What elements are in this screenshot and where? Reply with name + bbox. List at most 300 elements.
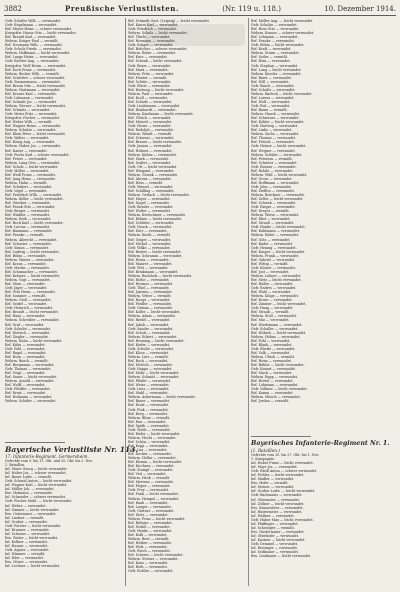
list-entry: Wehrm. Winter — verwundet. xyxy=(5,257,55,262)
list-entry: Ref. Bergmann — verwundet. xyxy=(5,362,55,367)
list-entry: Gefr. Hartwig — verwundet. xyxy=(251,124,299,129)
list-entry: Ref. Schmitt Jos. — verwundet. xyxy=(5,99,58,104)
list-entry: Ref. Bauer — verwundet. xyxy=(128,399,170,404)
list-entry: Gefr. Schulte — verwundet. xyxy=(5,326,52,331)
list-entry: Ref. Stahl — verwundet. xyxy=(128,391,169,396)
list-entry: Gefr. Reich — verwundet. xyxy=(128,549,171,554)
list-entry: Wehrm. Lang Otto — verwundet. xyxy=(5,160,61,165)
list-entry: Wehrm. Eckert — verwundet. xyxy=(128,334,178,339)
list-entry: Wehrm. Krüger Paul — vermißt. xyxy=(5,39,59,44)
list-entry: Gefr. Stumpf — verwundet. xyxy=(128,468,174,473)
list-entry: Wehrm. Paul — verwundet. xyxy=(128,91,174,96)
list-entry: Wehrm. Kessler — verwundet. xyxy=(251,71,302,76)
list-entry: 1. Kompagnie. xyxy=(251,457,276,462)
list-entry: Ref. Koch Franz — verwundet. xyxy=(5,67,56,72)
list-entry: Ref. Kühn — verwundet. xyxy=(5,342,46,347)
list-entry: Wehrm. Hahn — vermißt. xyxy=(5,180,48,185)
issue-number: (Nr. 119 u. 118.) xyxy=(222,5,281,13)
list-entry: Wehrm. Schmitt — verwundet. xyxy=(128,375,180,380)
list-entry: Ref. Lohmann — verwundet. xyxy=(251,383,299,388)
list-entry: Wehrm. Wiese — verwundet. xyxy=(251,213,300,218)
list-entry: Ref. Schilling — verwundet. xyxy=(128,188,175,193)
list-entry: Wehrm. Schulze — verwundet. xyxy=(5,128,57,133)
list-entry: Ref. Funk — leicht verwundet. xyxy=(128,492,179,497)
list-entry: Gefr. Wenzel — verwundet. xyxy=(128,184,174,189)
list-entry: Ref. Schütz — verwundet. xyxy=(128,79,172,84)
list-entry: Ref. Dreyer — vermißt. xyxy=(251,209,290,214)
list-entry: Ref. Günther — verwundet. xyxy=(5,201,51,206)
list-entry: Gefr. Vogel — verwundet. xyxy=(5,188,48,193)
list-entry: Ref. Mack — verwundet. xyxy=(251,371,293,376)
list-entry: Ref. Volk — verwundet. xyxy=(251,350,291,355)
list-entry: Wehrm. Stoll — verwundet. xyxy=(251,314,297,319)
section-divider xyxy=(251,436,311,437)
list-entry: Wehrm. Adam — verwundet. xyxy=(128,314,176,319)
list-entry: Ref. Ahrens — verwundet. xyxy=(128,176,172,181)
list-entry: Ref. Rau — verwundet. xyxy=(128,419,167,424)
list-entry: Ref. Metz — leicht verwundet. xyxy=(251,278,302,282)
list-entry: Ref. Ziegler — verwundet. xyxy=(5,334,49,339)
list-entry: Ref. Weiß Franz — verwundet. xyxy=(5,172,56,177)
list-entry: Gefr. Bachmaier — verwundet. xyxy=(251,493,303,498)
list-entry: Ref. Hartung — leicht verwundet. xyxy=(128,87,185,92)
list-entry: Kriegsfrw. Wolf Herm. — verwundet. xyxy=(5,63,67,68)
list-entry: Inf. Lindner — vermißt. xyxy=(5,515,45,520)
list-entry: Gefr. Thomas — verwundet. xyxy=(5,367,52,372)
list-entry: Wehrm. Vogt — verwundet. xyxy=(5,278,51,282)
list-entry: Ref. Hinz — verwundet. xyxy=(251,59,291,64)
list-entry: Ref. Reinhardt — verwundet. xyxy=(128,108,177,113)
list-entry: Gefr. Ott — leicht verwundet. xyxy=(128,164,178,169)
list-entry: Ref. Böttcher — schwer verwundet. xyxy=(128,47,188,52)
list-entry: Ref. Weise — verwundet. xyxy=(128,383,170,388)
list-entry: Ref. Wiedemann — verwundet. xyxy=(251,322,303,327)
list-entry: Ref. Brandt — leicht verwundet. xyxy=(5,310,59,315)
list-entry: Ref. Franke — verwundet. xyxy=(251,39,295,44)
list-entry: Wehrm. Kuhn — leicht verwundet. xyxy=(5,338,63,343)
list-entry: Gefr. Bender — verwundet. xyxy=(128,205,174,210)
list-entry: Ref. Schmitz — verwundet. xyxy=(5,108,51,113)
list-entry: Ref. Schubert — verwundet. xyxy=(5,184,53,189)
list-entry: Gefr. Schaller — verwundet. xyxy=(251,326,299,331)
list-entry: Gefr. Frey — verwundet. xyxy=(128,488,170,493)
list-entry: Ref. Friedrich Wilh. — verwundet. xyxy=(5,193,63,198)
list-entry: Inf. Reisinger — verwundet. xyxy=(251,546,298,551)
list-entry: Gefr. Haag — verwundet. xyxy=(251,306,294,311)
regiment-section xyxy=(251,434,394,558)
list-entry: Gefr. Hennig — verwundet. xyxy=(251,245,297,250)
list-entry: Ref. Lorenz — verwundet. xyxy=(251,95,295,100)
list-entry: Ref. Voigt — verwundet. xyxy=(5,371,46,376)
list-entry: Wehrm. Busch — vermißt. xyxy=(5,358,49,363)
publication-title: Preußische Verlustlisten. xyxy=(65,4,180,13)
list-entry: Wehrm. Sturm — verwundet. xyxy=(251,51,300,56)
list-entry: Gefr. Noack — verwundet. xyxy=(128,225,173,230)
list-entry: Wehrm. Hempel — verwundet. xyxy=(128,496,180,501)
list-entry: Inf. Wagner Karl — leicht verwundet. xyxy=(5,483,68,488)
list-entry: Ref. Horn — verwundet. xyxy=(5,354,46,359)
list-entry: Ref. Schlüter — verwundet. xyxy=(128,221,175,226)
list-entry: Res. Hofmann — verwundet. xyxy=(5,491,53,496)
list-entry: Ref. Schenk — leicht verwundet. xyxy=(128,59,183,64)
column-rule xyxy=(125,18,126,586)
list-entry: Ref. König Aug. — verwundet. xyxy=(5,140,56,145)
list-entry: Gefr. Jäger — verwundet. xyxy=(5,286,48,291)
list-entry: Ref. Nickel — verwundet. xyxy=(128,524,171,529)
list-entry: Ref. Marx — verwundet. xyxy=(128,67,169,72)
list-entry: Ref. Schade — verwundet. xyxy=(128,99,173,104)
list-entry: Gefr. Witt — verwundet. xyxy=(128,265,169,270)
list-entry: Gefr. Forster — leicht verwundet. xyxy=(5,523,62,528)
list-entry: Ref. Hertel — verwundet. xyxy=(251,379,294,384)
list-entry: Inf. Pichler — leicht verwundet. xyxy=(251,473,305,478)
list-entry: Ref. Mertens — verwundet. xyxy=(128,480,174,485)
list-entry: Ref. Lehmann — verwundet. xyxy=(251,35,299,40)
list-entry: Inf. Mayr Jos. — verwundet. xyxy=(251,465,298,470)
list-entry: Gefr. Heinze — leicht verwundet. xyxy=(251,144,307,149)
list-entry: Gefr. Lindemann — verwundet. xyxy=(128,103,181,108)
list-entry: Gefr. Busch — verwundet. xyxy=(251,83,295,88)
list-entry: Ref. Schott — verwundet. xyxy=(128,330,171,335)
list-entry: Inf. Kastner — leicht verwundet. xyxy=(251,537,306,542)
list-entry: Ref. Wagner Heinr. — verwundet. xyxy=(5,124,62,129)
list-entry: Wehrm. Steiner — verwundet. xyxy=(128,557,179,562)
list-entry: Gefr. Schulze — verwundet. xyxy=(251,23,298,28)
list-entry: Ref. Reuter — leicht verwundet. xyxy=(128,249,182,254)
list-entry: Ref. Schreiner — verwundet. xyxy=(251,116,300,121)
list-entry: Gefr. Möller — verwundet. xyxy=(5,168,50,173)
list-entry: Ref. Krämer — leicht verwundet. xyxy=(5,273,60,278)
list-entry: Ref. Ludwig — leicht verwundet. xyxy=(5,249,60,254)
list-entry: Wehrm. Schüler — verwundet. xyxy=(251,152,303,157)
list-entry: Wehrm. Schreiber — verwundet. xyxy=(5,318,60,323)
list-entry: Ref. Berg — verwundet. xyxy=(128,411,168,416)
list-entry: Gefr. Schäfer Wilh. — verwundet. xyxy=(5,19,61,23)
list-entry: Inf. Müller Joh. — verwundet. xyxy=(5,487,55,492)
list-entry: Wehrm. Sachs — verwundet. xyxy=(251,132,300,137)
list-entry: Wehrm. Kurth — vermißt. xyxy=(128,233,172,238)
list-entry: Wehrm. Becker Wilh. — vermißt. xyxy=(5,71,60,76)
list-entry: Inf. Sedlmaier — verwundet. xyxy=(251,550,299,555)
list-entry: Ref. Mayer — verwundet. xyxy=(128,197,171,202)
list-entry: Gefr. Schulte — verwundet. xyxy=(128,346,175,351)
list-entry: Ref. Langer — verwundet. xyxy=(128,504,172,509)
list-entry: Wehrm. Schramm — verwundet. xyxy=(128,253,183,258)
list-entry: Ref. Dittrich — verwundet. xyxy=(128,362,173,367)
list-entry: Ref. Kasper — leicht verwundet. xyxy=(251,249,306,254)
section-divider xyxy=(5,442,65,443)
list-entry: Inf. Brunner — verwundet. xyxy=(5,527,50,532)
list-entry: Wehrm. Werner — leicht verwundet. xyxy=(5,103,66,108)
list-entry: Ref. Hermes — verwundet. xyxy=(128,282,174,287)
list-entry: Gefr. Hoppe — verwundet. xyxy=(128,367,173,372)
list-entry: Ref. Kraus — verwundet. xyxy=(5,261,47,266)
list-entry: Res. Kronawitter — verwundet. xyxy=(251,505,304,510)
list-entry: Ref. Hermann — verwundet. xyxy=(128,39,176,44)
list-entry: Wehrm. Fritz — verwundet. xyxy=(128,71,175,76)
list-entry: Gefr. Körner — verwundet. xyxy=(251,265,296,270)
list-entry: Gefr. Grimm — verwundet. xyxy=(128,306,173,311)
list-entry: Ref. Pfeifer — verwundet. xyxy=(128,379,172,384)
list-entry: Ref. Hüther — verwundet. xyxy=(128,541,172,546)
list-entry: Ref. Kroll — verwundet. xyxy=(128,95,169,100)
list-entry: Ref. Hoffmann — verwundet. xyxy=(251,180,300,185)
list-entry: Wehrm. Albrecht — verwundet. xyxy=(5,237,58,242)
list-entry: Wehrm. Blum — vermißt. xyxy=(128,415,171,420)
list-entry: Ref. Pieper — verwundet. xyxy=(128,484,171,489)
list-entry: Gefr. Lehmann — verwundet. xyxy=(5,95,55,100)
list-entry: Wehrm. Hartmann — verwundet. xyxy=(5,87,61,92)
list-entry: Inf. Lechner — leicht verwundet. xyxy=(5,564,61,569)
list-entry: Gefr. Huber Max — leicht verwundet. xyxy=(251,517,314,522)
list-entry: Gefr. Fischer Math. — leicht verwundet. xyxy=(5,499,73,504)
list-entry: Ref. Veit — verwundet. xyxy=(128,472,167,477)
list-entry: Ref. Schröder — schwer verwundet. xyxy=(5,75,66,80)
list-entry: Ref. Bock — verwundet. xyxy=(128,358,169,363)
list-entry: Ref. Fritsch — verwundet. xyxy=(251,140,295,145)
list-entry: Ref. Lange Heinr. — verwundet. xyxy=(5,55,59,60)
list-entry: Ref. Pohl — verwundet. xyxy=(251,338,291,343)
list-entry: Ref. Kopp — verwundet. xyxy=(128,443,169,448)
list-entry: Inf. Kellner — verwundet. xyxy=(5,539,48,544)
list-entry: Wehrm. Brückner — verwundet. xyxy=(251,193,305,198)
list-entry: Wehrm. Beer — vermißt. xyxy=(128,537,170,541)
list-entry: Gefr. Friedrich — verwundet. xyxy=(128,27,177,32)
list-entry: Ref. Mohr — leicht verwundet. xyxy=(128,371,180,376)
list-entry: Gefr. Wirth — verwundet. xyxy=(128,427,171,432)
list-entry: Wehrm. Hecht — verwundet. xyxy=(128,435,177,440)
list-entry: Gefr. Schulz Friedr. — verwundet. xyxy=(5,47,62,52)
list-entry: Gefr. Hesse — verwundet. xyxy=(128,124,172,129)
list-entry: Ref. Dietz — verwundet. xyxy=(128,512,169,517)
list-entry: Gefr. Meier Fritz — verwundet. xyxy=(5,112,58,117)
list-entry: Ref. Stark — verwundet. xyxy=(128,156,170,161)
list-entry: Wehrm. Arnold — verwundet. xyxy=(5,379,55,384)
list-entry: Ref. Engel — verwundet. xyxy=(5,350,47,355)
list-entry: Kriegsfrw. Fischer — verwundet. xyxy=(5,116,60,121)
list-entry: Ref. Zimmer — leicht verwundet. xyxy=(251,302,307,307)
list-entry: Inf. Maier Georg — leicht verwundet. xyxy=(5,467,68,472)
list-entry: Ref. Zeller — leicht verwundet. xyxy=(251,197,304,202)
list-entry: Ref. Thomas — verwundet. xyxy=(251,136,297,141)
list-entry: Gefr. Pfeiffer — verwundet. xyxy=(5,387,51,392)
list-entry: Ref. Neumann Wilh. — verwundet. xyxy=(5,43,63,48)
list-entry: Ref. Baier — verwundet. xyxy=(251,75,292,80)
list-entry: Ref. Schumacher — verwundet. xyxy=(5,269,58,274)
column-rule xyxy=(248,18,249,586)
list-entry: Ref. Hein Otto — verwundet. xyxy=(251,27,300,32)
list-entry: Wehrm. Nowak — verwundet. xyxy=(128,172,178,177)
list-entry: Wehrm. Heck — vermißt. xyxy=(128,476,171,481)
list-entry: Wehrm. Heller — verwundet. xyxy=(128,456,177,461)
list-entry: Wehrm. Lutz — vermißt. xyxy=(128,354,169,359)
list-entry: Ref. Blank — verwundet. xyxy=(251,342,293,347)
list-entry: Ref. Seiler — vermißt. xyxy=(251,55,289,60)
list-entry: Gefr. Endres — verwundet. xyxy=(251,286,297,291)
issue-date: 10. Dezember 1914. xyxy=(324,5,396,13)
list-entry: Ref. Kuhlmann — verwundet. xyxy=(251,229,300,234)
list-entry: Res. Lindmaier — leicht verwundet. xyxy=(251,554,312,559)
list-entry: Res. Ostermaier — verwundet. xyxy=(5,511,57,516)
list-entry: Ref. Sauer — leicht verwundet. xyxy=(5,375,58,380)
list-entry: Ref. Seifert — verwundet. xyxy=(128,160,172,165)
list-entry: Ref. Krause Karl — verwundet. xyxy=(5,91,57,96)
list-entry: Wehrm. Schäfer — verwundet. xyxy=(5,399,57,404)
list-entry: Wehrm. Huber Jos. — verwundet. xyxy=(5,144,62,149)
list-entry: Gefr. Simon — verwundet. xyxy=(5,245,49,250)
list-entry: Ref. Schuster — verwundet. xyxy=(5,241,52,246)
list-entry: Ref. Ebel — verwundet. xyxy=(251,217,291,222)
list-entry: Wehrm. Schulz — leicht verwundet. xyxy=(128,31,188,36)
list-entry: Gefr. Stephan — verwundet. xyxy=(251,63,299,68)
list-entry: Ref. Hübsch — leicht verwundet. xyxy=(251,330,307,335)
list-entry: Gefr. Jansen — verwundet. xyxy=(128,144,173,149)
list-entry: Wehrm. Frank — verwundet. xyxy=(251,253,300,258)
list-entry: Wehrm. Gerlach — leicht verwundet. xyxy=(128,193,190,198)
list-entry: Inf. Wallner — verwundet. xyxy=(251,513,295,518)
list-entry: Inf. Oberhofer — verwundet. xyxy=(251,533,300,538)
list-entry: Ref. Brinkmann — verwundet. xyxy=(128,269,179,274)
casualty-list xyxy=(251,19,394,403)
list-entry: Gefechte vom 20. bis 27. Okt. bis 1. Nov. xyxy=(251,453,320,457)
list-entry: Wehrm. Lehner — verwundet. xyxy=(251,273,302,278)
list-entry: Wehrm. Hoffmann — leicht verwundet. xyxy=(5,51,71,56)
list-entry: Gefr. Berger — verwundet. xyxy=(5,209,50,214)
list-entry: Ref. Klose — verwundet. xyxy=(128,350,170,355)
list-entry: Ref. Rohde — verwundet. xyxy=(251,168,294,173)
list-entry: Ref. Riedel — verwundet. xyxy=(128,318,171,323)
list-entry: Ref. Michel — verwundet. xyxy=(128,241,172,246)
list-entry: Wehrm. Wendt — vermißt. xyxy=(128,132,173,137)
list-entry: Gefechte vom 9. bis 11. Okt. und 20. Okt. bis 2. Nov. xyxy=(5,459,93,463)
list-entry: Res. Niedermaier — verwundet. xyxy=(251,529,305,534)
list-entry: Gefr. Beyer — verwundet. xyxy=(128,63,172,68)
list-entry: Inf. Zimmer — leicht verwundet. xyxy=(5,507,60,512)
list-entry: Inf. Eder — verwundet. xyxy=(5,556,44,561)
list-entry: Ref. Wahl — verwundet. xyxy=(251,290,292,295)
list-entry: Ref. Scherer — leicht verwundet. xyxy=(128,553,184,558)
list-entry: Ref. Henning — leicht verwundet. xyxy=(128,338,185,343)
list-entry: Ref. Kruse — verwundet. xyxy=(251,298,293,303)
list-entry: Gefr. Heinrich — verwundet. xyxy=(5,306,54,311)
list-entry: Ref. Heim — verwundet. xyxy=(251,358,292,363)
list-entry: Wehrm. Ackermann — leicht verwundet. xyxy=(128,395,196,400)
list-entry: Kriegsfrw. Haase Otto — leicht verwundet. xyxy=(5,31,77,36)
list-entry: Ref. Kunz — verwundet. xyxy=(128,561,169,566)
list-entry: Gefr. Vollmer — leicht verwundet. xyxy=(251,387,308,392)
list-entry: Ref. Roth — verwundet. xyxy=(128,565,168,570)
list-entry: Gefr. Lorenz — verwundet. xyxy=(5,225,50,230)
list-entry: Inf. Schneider — schwer verwundet. xyxy=(5,495,66,500)
list-entry: Ref. Petersen — vermißt. xyxy=(251,156,293,161)
list-entry: Ref. Dietrich — verwundet. xyxy=(5,330,51,335)
bavarian-section xyxy=(5,440,138,569)
list-entry: Ref. Kirchner — verwundet. xyxy=(128,464,175,469)
list-entry: Ref. Kaiser — verwundet. xyxy=(5,148,48,153)
list-entry: Ref. Böttger — verwundet. xyxy=(128,520,173,525)
list-entry: Wehrm. Krause — schwer verwundet. xyxy=(251,31,315,36)
list-entry: Ref. Kurz — verwundet. xyxy=(128,55,168,60)
list-entry: Ref. Sommer — vermißt. xyxy=(5,294,47,299)
casualty-list xyxy=(128,19,246,573)
list-entry: Gefr. Rieger — verwundet. xyxy=(251,205,296,210)
list-entry: Ref. Haupt — verwundet. xyxy=(128,298,171,303)
list-entry: Gefr. Ebert — verwundet. xyxy=(128,83,171,88)
list-entry: Ref. Janssen — verwundet. xyxy=(128,290,173,295)
list-entry: Wehrm. Kluge — verwundet. xyxy=(251,294,299,299)
list-entry: Ref. Menzel — verwundet. xyxy=(128,120,173,125)
list-entry: Ref. Wittig — vermißt. xyxy=(251,261,289,266)
list-entry: Ref. Hofmann — verwundet. xyxy=(5,395,53,400)
page-number: 3882 xyxy=(4,5,22,13)
list-entry: Ref. Frank Otto — verwundet. xyxy=(5,205,56,210)
list-entry: Ref. Bader — verwundet. xyxy=(251,241,293,246)
list-entry: Ref. Ernst — verwundet. xyxy=(5,391,47,396)
list-entry: Ref. Hein — vermißt. xyxy=(128,180,164,185)
list-entry: Gefr. Engelmann — verwundet. xyxy=(5,23,58,28)
list-entry: Ref. Jordan — vermißt. xyxy=(251,399,290,404)
section-title: Bayerisches Infanterie-Regiment Nr. 1. xyxy=(251,440,390,447)
list-entry: Ref. Scholz — leicht verwundet. xyxy=(5,164,59,169)
list-entry: Wehrm. Groß — verwundet. xyxy=(5,298,52,303)
list-entry: Ref. Bühler — leicht verwundet. xyxy=(251,362,305,367)
list-entry: Gefr. Lenz — verwundet. xyxy=(128,387,170,392)
list-entry: Ref. Wegner — verwundet. xyxy=(251,148,296,153)
list-entry: Inf. Schwaiger — vermißt. xyxy=(251,525,295,530)
list-entry: Wehrm. Kretschmer — verwundet. xyxy=(128,213,186,218)
list-entry: Wehrm. Roth — verwundet. xyxy=(5,217,52,222)
list-entry: Gefr. Eberle — verwundet. xyxy=(251,346,296,351)
list-entry: Ref. Kunze Karl — verwundet. xyxy=(128,23,179,28)
list-entry: Ref. Raab — verwundet. xyxy=(128,500,169,505)
list-entry: Inf. Hintermeier — verwundet. xyxy=(251,509,303,514)
list-entry: Ref. Otto Herm. — verwundet. xyxy=(5,290,56,295)
list-entry: Gefr. Pohl — verwundet. xyxy=(5,346,46,351)
list-entry: Ref. Wolff — verwundet. xyxy=(5,383,46,388)
list-entry: Ref. Wolter — verwundet. xyxy=(128,209,171,214)
list-entry: Gefr. Fuchs Karl — schwer verwundet. xyxy=(5,152,70,157)
list-entry: Ref. Stein — verwundet. xyxy=(5,282,46,287)
list-entry: Ref. Haller — verwundet. xyxy=(251,282,294,287)
list-entry: Ref. Schwab — verwundet. xyxy=(251,201,297,206)
list-entry: Ref. Haas — verwundet. xyxy=(5,314,46,319)
list-entry: Gefr. Gärtner — verwundet. xyxy=(128,508,175,513)
list-entry: Ref. Jost — verwundet. xyxy=(251,269,290,274)
list-entry: Inf. Schwarz — verwundet. xyxy=(5,531,51,536)
list-entry: Ref. Klein Peter — leicht verwundet. xyxy=(5,132,66,137)
list-entry: Wehrm. Höhne — verwundet. xyxy=(251,334,301,339)
page-header xyxy=(4,3,396,16)
list-entry: Gefr. Martin — verwundet. xyxy=(5,265,50,270)
list-entry: Ref. Schultz — verwundet. xyxy=(251,87,296,92)
list-entry: Ref. Jung Heinr. — verwundet. xyxy=(5,176,56,181)
list-entry: Wehrm. Ritter — verwundet. xyxy=(128,51,176,56)
list-entry: Gefr. Eichler — verwundet. xyxy=(128,569,174,574)
list-entry: Ref. Schmidt Gust. (Leipzig) — leicht verwundet. xyxy=(128,19,210,23)
list-entry: Inf. Weber — verwundet. xyxy=(5,503,47,508)
list-entry: Wehrm. Rapp — verwundet. xyxy=(251,375,299,380)
list-entry: Wehrm. Wild — leicht verwundet. xyxy=(251,172,308,177)
list-entry: Ref. Ernst — verwundet. xyxy=(128,403,170,408)
list-entry: Wehrm. Münch — verwundet. xyxy=(251,395,301,400)
list-entry: Wehrm. Kaufmann — leicht verwundet. xyxy=(128,112,194,117)
list-entry: Ref. Rudolph — verwundet. xyxy=(128,128,174,133)
list-entry: Wehrm. Kühne — verwundet. xyxy=(128,152,177,157)
list-entry: Ref. Baum — vermißt. xyxy=(251,108,288,113)
section-subtitle: (1. Bataillon.) xyxy=(251,448,280,453)
list-entry: Ref. Straub — vermißt. xyxy=(251,310,290,315)
list-entry: Gefr. Böhm — leicht verwundet. xyxy=(251,43,305,48)
